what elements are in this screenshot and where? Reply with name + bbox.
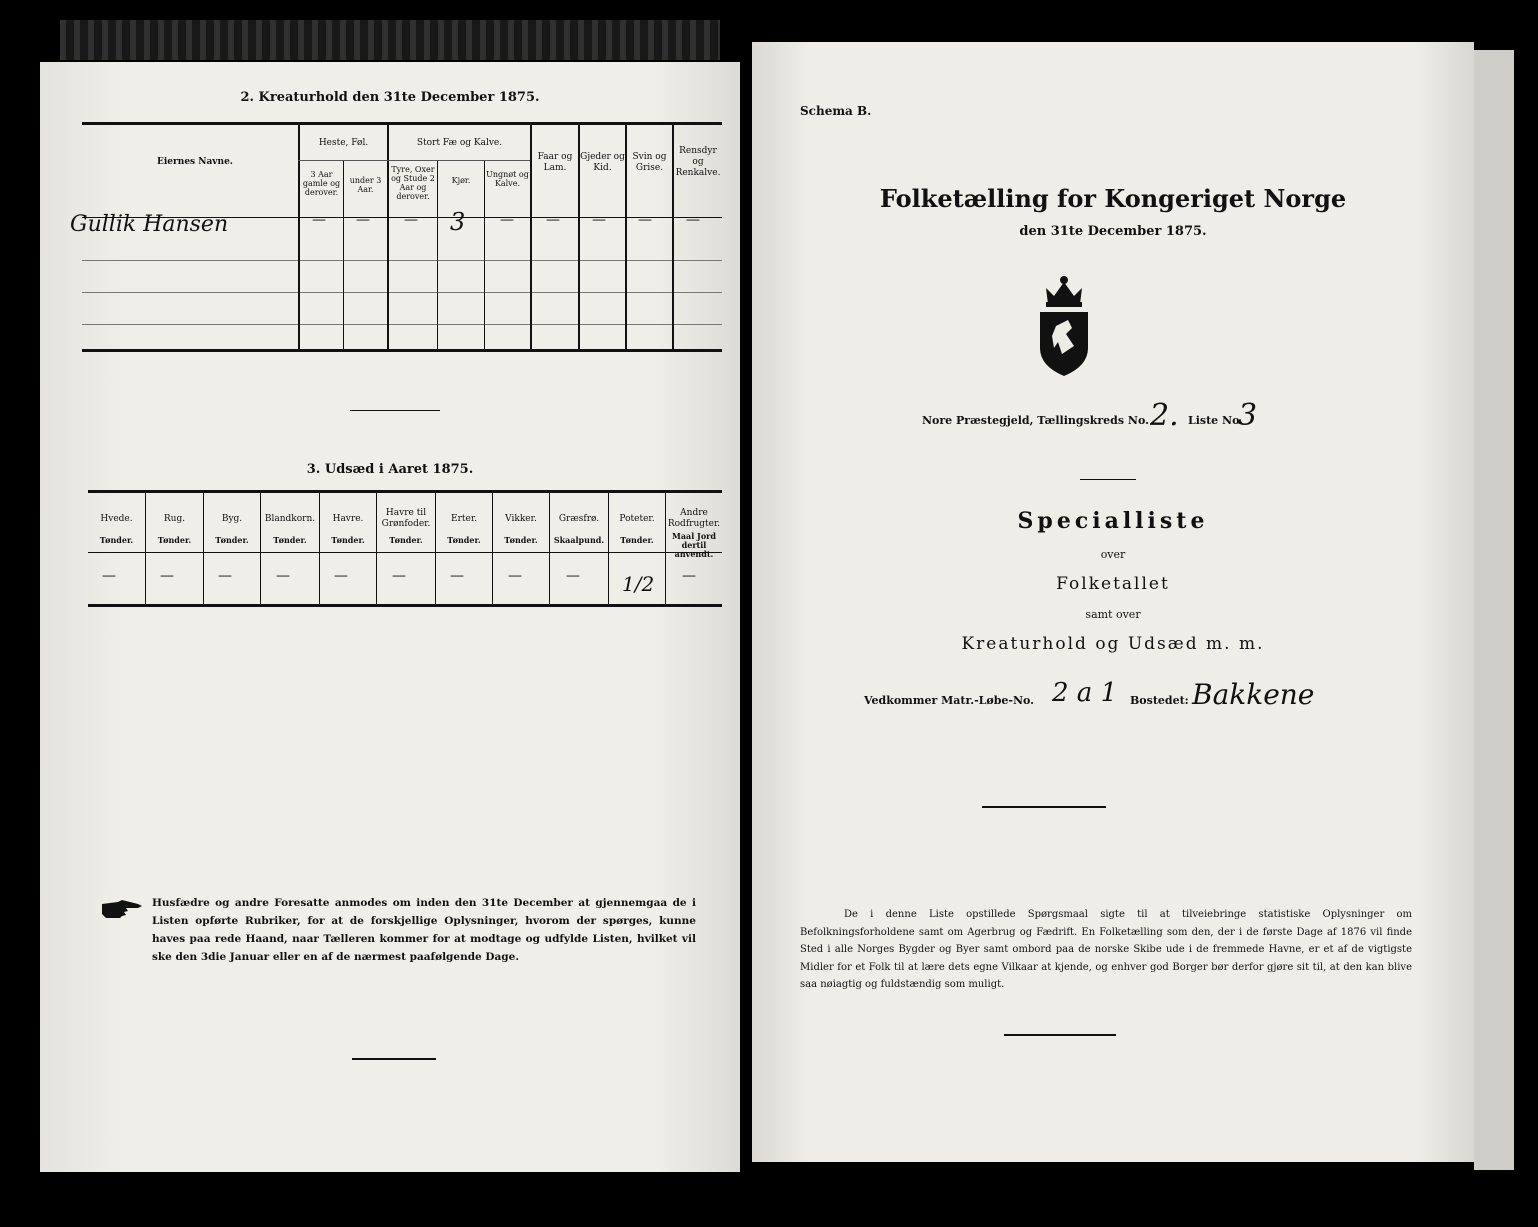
udsaed-col-header: Blandkorn. <box>264 514 316 524</box>
table3-col-line <box>608 492 609 604</box>
main-subtitle: den 31te December 1875. <box>1019 224 1207 239</box>
gjeder-value: — <box>592 212 606 228</box>
udsaed-col-header: Byg. <box>221 514 243 524</box>
udsaed-unit: Tønder. <box>620 535 654 545</box>
heste-b-value: — <box>356 212 370 228</box>
bostedet-label: Bostedet: <box>1130 694 1189 707</box>
col-heste-header: Heste, Føl. <box>318 138 369 148</box>
havre-gronfoder-value: — <box>392 568 406 584</box>
havre-value: — <box>334 568 348 584</box>
kreds-no-value: 2. <box>1150 398 1179 433</box>
udsaed-unit: Tønder. <box>447 535 481 545</box>
erter-value: — <box>450 568 464 584</box>
kjor-value: 3 <box>450 208 466 236</box>
udsaed-unit: Tønder. <box>99 535 134 545</box>
left-page <box>40 62 740 1172</box>
table3-col-line <box>319 492 320 604</box>
samt-over-text: samt over <box>1085 608 1141 621</box>
udsaed-unit: Tønder. <box>331 535 365 545</box>
udsaed-col-header: Erter. <box>451 514 477 524</box>
separator-rule <box>982 806 1106 808</box>
col-stort-a-header: Tyre, Oxer og Stude 2 Aar og derover. <box>391 165 435 201</box>
pointing-hand-icon <box>100 898 144 920</box>
table2-col-line <box>484 160 485 349</box>
col-svin-header: Svin og Grise. <box>632 152 667 173</box>
faar-value: — <box>546 212 560 228</box>
folketallet-text: Folketallet <box>1056 574 1170 594</box>
main-title: Folketælling for Kongeriget Norge <box>879 184 1347 213</box>
udsaed-unit: Tønder. <box>504 535 538 545</box>
col-stort-b-header: Kjør. <box>451 176 471 185</box>
left-notice: Husfædre og andre Foresatte anmodes om inden den 31te December at gjennemgaa de i Listen opførte Rubriker, for at de forskjellige Oplysninger, hvorom der spørges, kunne haves paa rede Haand, naar Tælleren kommer for at modtage og udfylde Listen, hvilket vil ske den 3die Januar eller en af de nærmest paafølgende Dage. <box>152 897 696 963</box>
table3-header-rule <box>88 552 722 553</box>
owner-name: Gullik Hansen <box>70 212 229 237</box>
udsaed-col-header: Vikker. <box>505 514 537 524</box>
stort-a-value: — <box>404 212 418 228</box>
udsaed-col-header: Rug. <box>163 514 186 524</box>
poteter-value: 1/2 <box>622 572 655 596</box>
matr-label: Vedkommer Matr.-Løbe-No. <box>864 694 1034 707</box>
schema-label: Schema B. <box>800 104 872 118</box>
heste-a-value: — <box>312 212 326 228</box>
table2-col-line <box>437 160 438 349</box>
table3-col-line <box>435 492 436 604</box>
udsaed-col-header: Havre. <box>332 514 364 524</box>
kreaturhold-text: Kreaturhold og Udsæd m. m. <box>961 634 1265 654</box>
right-notice: De i denne Liste opstillede Spørgsmaal sigte til at tilveiebringe statistiske Oplysninger om Befolkningsforholdene samt om Agerbrug og Fædrift. En Folketælling som den, der i de første Dage af 1876 vil finde Sted i alle Norges Bygder og Byer samt ombord paa de norske Skibe ude i de fremmede Havne, er et af de vigtigste Midler for et Folk til at lære dets egne Vilkaar at kjende, og enhver god Borger bør derfor gjøre sit til, at den kan blive saa nøiagtig og fuldstændig som muligt. <box>800 909 1412 990</box>
svin-value: — <box>638 212 652 228</box>
col-heste-a-header: 3 Aar gamle og derover. <box>302 170 341 197</box>
udsaed-unit: Tønder. <box>215 535 249 545</box>
bostedet-value: Bakkene <box>1192 678 1315 711</box>
ungnot-value: — <box>500 212 514 228</box>
film-edge-strip <box>60 20 720 60</box>
col-owner-header: Eiernes Navne. <box>157 157 233 167</box>
table3-col-line <box>145 492 146 604</box>
col-faar-header: Faar og Lam. <box>537 152 573 173</box>
hvede-value: — <box>102 568 116 584</box>
separator-rule <box>1080 479 1136 480</box>
over-text: over <box>1100 548 1126 561</box>
liste-no-value: 3 <box>1238 398 1258 433</box>
udsaed-unit: Skaalpund. <box>553 535 605 545</box>
liste-label: Liste No. <box>1188 414 1244 427</box>
table2-col-line <box>298 124 300 349</box>
udsaed-col-header: Græsfrø. <box>558 514 600 524</box>
udsaed-unit: Tønder. <box>273 535 307 545</box>
col-stort-c-header: Ungnøt og Kalve. <box>486 170 529 188</box>
right-page <box>752 42 1474 1162</box>
udsaed-col-header: Poteter. <box>619 514 655 524</box>
udsaed-col-header: Andre Rodfrugter. <box>667 508 721 529</box>
next-page-edge <box>1474 50 1514 1170</box>
byg-value: — <box>218 568 232 584</box>
udsaed-unit: Maal Jord dertil anvendt. <box>672 531 716 559</box>
udsaed-unit: Tønder. <box>157 535 192 545</box>
table3-bottom-rule <box>88 604 722 607</box>
graesfro-value: — <box>566 568 580 584</box>
bottom-rule <box>1004 1034 1116 1036</box>
col-heste-b-header: under 3 Aar. <box>349 176 382 194</box>
col-gjeder-header: Gjeder og Kid. <box>580 152 625 173</box>
col-rensdyr-header: Rensdyr og Renkalve. <box>675 146 721 178</box>
table2-subheader-rule <box>298 160 530 161</box>
udsaed-col-header: Hvede. <box>100 514 133 524</box>
table2-bottom-rule <box>82 349 722 352</box>
udsaed-col-header: Havre til Grønfoder. <box>381 508 431 529</box>
prestegjeld-label: Nore Præstegjeld, Tællingskreds No. <box>922 414 1149 427</box>
blandkorn-value: — <box>276 568 290 584</box>
vikker-value: — <box>508 568 522 584</box>
table3-col-line <box>549 492 550 604</box>
table2-col-line <box>387 124 389 349</box>
rensdyr-value: — <box>686 212 700 228</box>
coat-of-arms-icon <box>1032 274 1096 378</box>
matr-value: 2 a 1 <box>1052 678 1118 708</box>
specialliste-heading: Specialliste <box>1017 508 1209 534</box>
bottom-rule <box>352 1058 436 1060</box>
rodfrugter-value: — <box>682 568 696 584</box>
rug-value: — <box>160 568 174 584</box>
separator-rule <box>350 410 440 411</box>
section3-title: 3. Udsæd i Aaret 1875. <box>306 462 474 477</box>
table3-col-line <box>260 492 261 604</box>
table3-top-rule <box>88 490 722 493</box>
section2-title: 2. Kreaturhold den 31te December 1875. <box>240 90 540 105</box>
col-stort-header: Stort Fæ og Kalve. <box>416 138 503 148</box>
table3-col-line <box>492 492 493 604</box>
udsaed-unit: Tønder. <box>389 535 423 545</box>
table3-col-line <box>203 492 204 604</box>
